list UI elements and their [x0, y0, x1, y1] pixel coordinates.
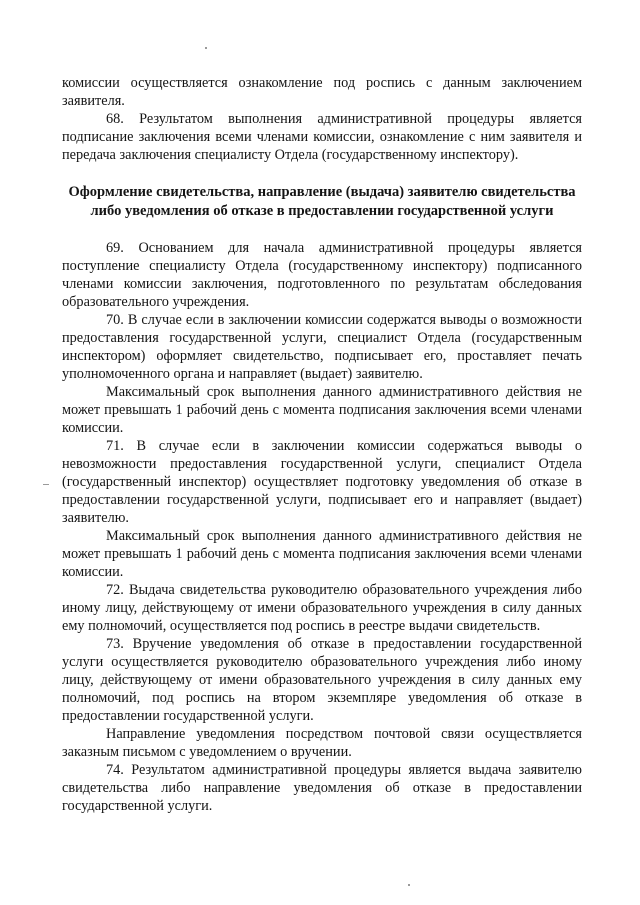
paragraph-68: 68. Результатом выполнения административной процедуры является подписание заключения всеми членами комиссии, ознакомление с ним заявителя и передача заключения специалисту Отдела (государственному инспектору). — [62, 111, 582, 163]
document-body — [62, 74, 582, 815]
paragraph-70: 70. В случае если в заключении комиссии содержатся выводы о возможности предоставления государственной услуги, специалист Отдела (государственным инспектором) оформляет свидетельство, подписывает его, проставляет печать уполномоченного органа и направляет (выдает) заявителю. — [62, 312, 582, 382]
paragraph-69: 69. Основанием для начала административной процедуры является поступление специалисту Отдела (государственному инспектору) подписанного членами комиссии заключения, подготовленного по результатам обследования образовательного учреждения. — [62, 240, 582, 310]
paragraph-73: 73. Вручение уведомления об отказе в предоставлении государственной услуги осуществляется руководителю образовательного учреждения либо иному лицу, действующему от имени образовательного учреждения в силу данных ему полномочий, под роспись на втором экземпляре уведомления об отказе в предоставлении государственной услуги. — [62, 636, 582, 724]
section-heading: Оформление свидетельства, направление (выдача) заявителю свидетельства либо уведомления об отказе в предоставлении государственной услуги — [68, 184, 576, 219]
paragraph-70-deadline: Максимальный срок выполнения данного административного действия не может превышать 1 рабочий день с момента подписания заключения всеми членами комиссии. — [62, 384, 582, 436]
paragraph-71-deadline: Максимальный срок выполнения данного административного действия не может превышать 1 рабочий день с момента подписания заключения всеми членами комиссии. — [62, 528, 582, 580]
paragraph-74: 74. Результатом административной процедуры является выдача заявителю свидетельства либо направление уведомления об отказе в предоставлении государственной услуги. — [62, 762, 582, 814]
scan-speck — [408, 884, 410, 886]
paragraph-continuation: комиссии осуществляется ознакомление под роспись с данным заключением заявителя. — [62, 75, 582, 109]
scan-speck — [205, 47, 207, 49]
paragraph-71: 71. В случае если в заключении комиссии содержаться выводы о невозможности предоставления государственной услуги, специалист Отдела (государственный инспектор) осуществляет подготовку уведомления об отказе в предоставлении государственной услуги, подписывает его и направляет (выдает) заявителю. — [62, 438, 582, 526]
scan-speck — [43, 484, 49, 485]
paragraph-73-mail: Направление уведомления посредством почтовой связи осуществляется заказным письмом с уведомлением о вручении. — [62, 726, 582, 760]
paragraph-72: 72. Выдача свидетельства руководителю образовательного учреждения либо иному лицу, действующему от имени образовательного учреждения в силу данных ему полномочий, осуществляется под роспись в реестре выдачи свидетельств. — [62, 582, 582, 634]
